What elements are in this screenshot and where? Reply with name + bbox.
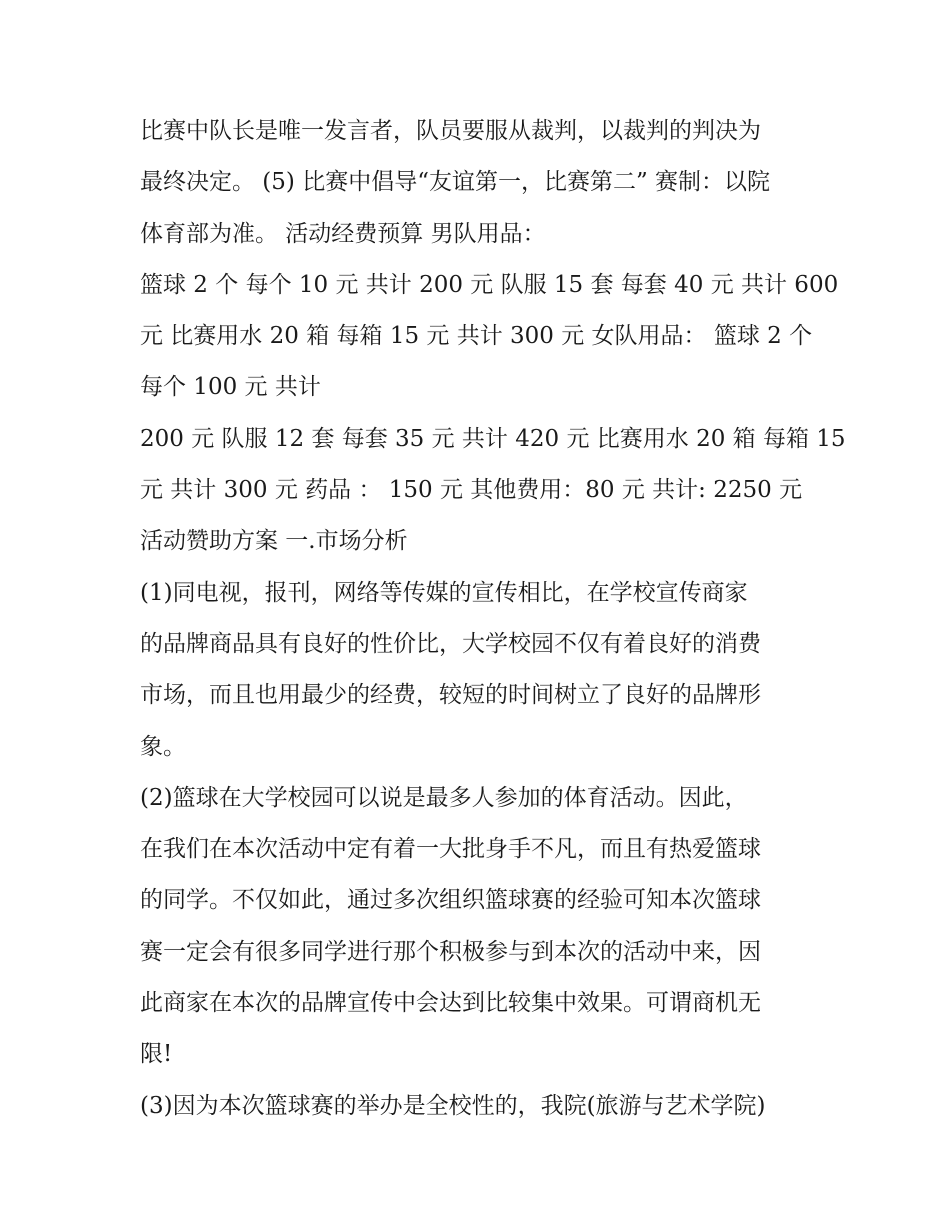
text-line: 每个 100 元 共计 xyxy=(140,374,321,401)
text-line: 的品牌商品具有良好的性价比，大学校园不仅有着良好的消费 xyxy=(140,630,761,657)
text-line: 限! xyxy=(140,1041,173,1068)
text-line: 200 元 队服 12 套 每套 35 元 共计 420 元 比赛用水 20 箱 每箱 15 xyxy=(140,425,846,452)
document-body xyxy=(140,106,846,1132)
text-line: (2)篮球在大学校园可以说是最多人参加的体育活动。因此， xyxy=(140,784,748,811)
text-line: (1)同电视，报刊，网络等传媒的宣传相比，在学校宣传商家 xyxy=(140,579,748,606)
text-line: 篮球 2 个 每个 10 元 共计 200 元 队服 15 套 每套 40 元 共计 600 xyxy=(140,271,839,298)
text-line: 的同学。不仅如此，通过多次组织篮球赛的经验可知本次篮球 xyxy=(140,887,761,914)
text-line: 最终决定。 (5) 比赛中倡导“友谊第一，比赛第二” 赛制：以院 xyxy=(140,169,771,196)
text-line: 比赛中队长是唯一发言者，队员要服从裁判，以裁判的判决为 xyxy=(140,118,761,144)
text-line: (3)因为本次篮球赛的举办是全校性的，我院(旅游与艺术学院) xyxy=(140,1092,766,1119)
text-line: 元 共计 300 元 药品 ： 150 元 其他费用：80 元 共计: 2250 元 xyxy=(140,477,803,504)
text-line: 市场，而且也用最少的经费，较短的时间树立了良好的品牌形 xyxy=(140,682,761,709)
text-line: 元 比赛用水 20 箱 每箱 15 元 共计 300 元 女队用品： 篮球 2 个 xyxy=(140,323,813,350)
text-line: 在我们在本次活动中定有着一大批身手不凡，而且有热爱篮球 xyxy=(140,836,761,863)
text-line: 体育部为准。 活动经费预算 男队用品： xyxy=(140,220,546,247)
section-heading: 活动赞助方案 一.市场分析 xyxy=(140,528,408,555)
text-line: 此商家在本次的品牌宣传中会达到比较集中效果。可谓商机无 xyxy=(140,990,761,1017)
text-line: 象。 xyxy=(140,733,186,760)
text-line: 赛一定会有很多同学进行那个积极参与到本次的活动中来，因 xyxy=(140,938,761,965)
